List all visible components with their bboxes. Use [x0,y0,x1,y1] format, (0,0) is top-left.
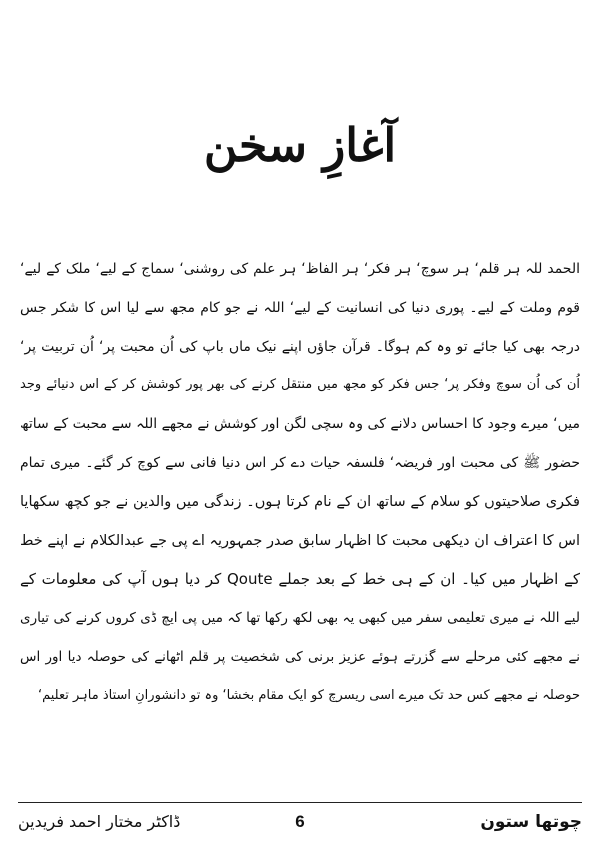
paragraph-line: کے اظہار میں کیا۔ ان کے ہی خط کے بعد جملے Qoute کر دیا ہوں آپ کی معلومات کے [20,570,580,589]
footer-page-number: 6 [295,812,305,831]
paragraph-line: نے مجھے کئی مرحلے سے گزرتے ہوئے عزیز برنی کی شخصیت پر قلم اٹھانے کی حوصلہ دیا اور اس [20,648,580,665]
footer-author: ڈاکٹر مختار احمد فریدین [18,812,181,831]
paragraph-line: حوصلہ نے مجھے کس حد تک میرے اسی ریسرچ کو ایک مقام بخشا‘ وہ تو دانشورانِ استاذ ماہر تعلیم‘ [37,687,580,703]
paragraph-line: لیے اللہ نے میری تعلیمی سفر میں کبھی یہ بھی لکھ رکھا تھا کہ میں پی ایچ ڈی کروں کرنے کی تیاری [20,610,580,627]
paragraph-line: میں‘ میرے وجود کا احساس دلانے کی وہ سچی لگن اور کوشش نے مجھے اللہ سے محبت کے ساتھ [20,416,580,433]
page-footer [18,812,582,842]
footer-divider [18,802,582,803]
paragraph-line: الحمد للہ ہر قلم‘ ہر سوچ‘ ہر فکر‘ ہر الفاظ‘ ہر علم کی روشنی‘ سماج کے لیے‘ ملک کے لیے‘ [20,261,580,277]
footer-book-title: چوتھا ستون [480,812,582,832]
paragraph-line: قوم وملت کے لیے۔ پوری دنیا کی انسانیت کے لیے‘ اللہ نے جو کام مجھ سے لیا اس کا شکر جس [20,299,580,316]
paragraph-line: فکری صلاحیتوں کو سلام کے ساتھ ان کے نام کرتا ہوں۔ زندگی میں والدین نے جو کچھ سکھایا [20,493,580,510]
page-title: آغازِ سخن [203,118,397,172]
paragraph-line: اس کا اعتراف ان دیکھی محبت کا اظہار سابق صدر جمہوریہ اے پی جے عبدالکلام نے اپنے خط [20,532,580,549]
paragraph-line: درجہ بھی کیا جائے تو وہ کم ہوگا۔ قرآن جاؤں اپنے نیک ماں باپ کی اُن محبت پر‘ اُن تربیت پر‘ [20,338,580,355]
paragraph-line: حضور ﷺ کی محبت اور فریضہ‘ فلسفہ حیات دے کر اس دنیا فانی سے کوچ کر گئے۔ میری تمام [20,454,580,471]
body-paragraph [20,250,580,716]
paragraph-line: اُن کی اُن سوچ وفکر پر‘ جس فکر کو مجھ میں منتقل کرنے کی بھر پور کوشش کر کے اس دنیائے وجد [20,377,580,393]
